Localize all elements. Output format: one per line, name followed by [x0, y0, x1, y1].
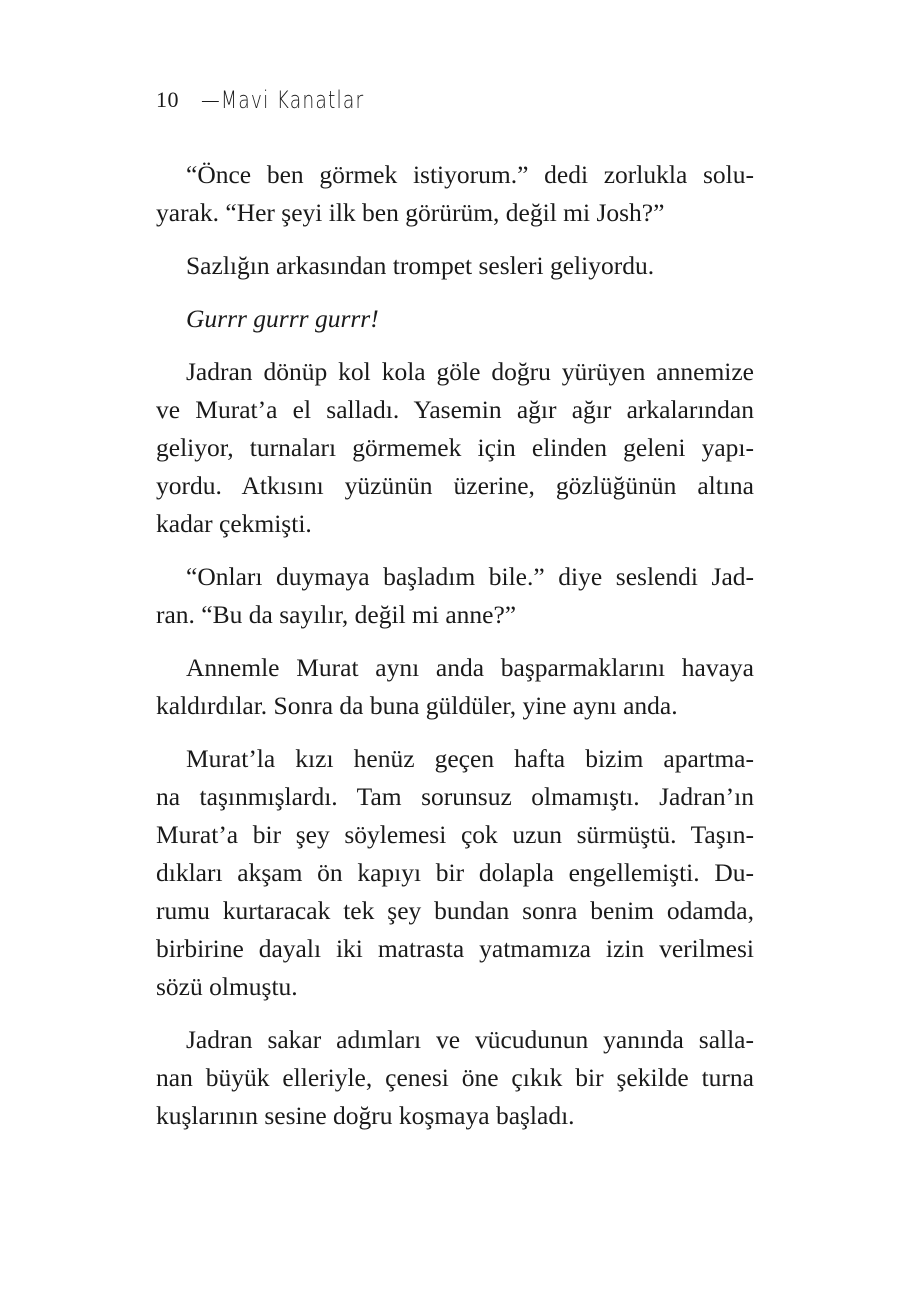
text-line: birbirine dayalı iki matrasta yatmamıza izin verilmesi [156, 934, 754, 963]
text-line: ve Murat’a el salladı. Yasemin ağır ağır arkalarından [156, 395, 754, 424]
text-line: ran. “Bu da sayılır, değil mi anne?” [156, 600, 517, 629]
paragraph [156, 1021, 754, 1135]
text-line: na taşınmışlardı. Tam sorunsuz olmamıştı. Jadran’ın [156, 782, 754, 811]
text-line: Sazlığın arkasından trompet sesleri geliyordu. [186, 251, 655, 280]
paragraph [156, 156, 754, 232]
paragraph-gap [156, 543, 754, 558]
text-line: Annemle Murat aynı anda başparmaklarını havaya [186, 653, 754, 682]
text-line: Gurrr gurrr gurrr! [186, 304, 379, 333]
paragraph [156, 353, 754, 543]
text-line: yordu. Atkısını yüzünün üzerine, gözlüğünün altına [156, 471, 754, 500]
paragraph-gap [156, 725, 754, 740]
paragraph [156, 649, 754, 725]
paragraph-gap [156, 338, 754, 353]
body-text [156, 156, 754, 1135]
paragraph [156, 300, 754, 338]
text-line: Murat’a bir şey söylemesi çok uzun sürmüştü. Taşın- [156, 820, 754, 849]
text-line: rumu kurtaracak tek şey bundan sonra benim odamda, [156, 896, 754, 925]
text-line: dıkları akşam ön kapıyı bir dolapla engellemişti. Du- [156, 858, 754, 887]
text-line: Jadran sakar adımları ve vücudunun yanında salla- [186, 1025, 754, 1054]
paragraph [156, 740, 754, 1006]
paragraph [156, 247, 754, 285]
text-line: kadar çekmişti. [156, 509, 312, 538]
paragraph-gap [156, 232, 754, 247]
text-line: “Onları duymaya başladım bile.” diye seslendi Jad- [186, 562, 754, 591]
text-line: sözü olmuştu. [156, 972, 298, 1001]
text-line: “Önce ben görmek istiyorum.” dedi zorlukla solu- [186, 160, 754, 189]
page-header [156, 80, 411, 120]
text-line: nan büyük elleriyle, çenesi öne çıkık bir şekilde turna [156, 1063, 754, 1092]
text-line: yarak. “Her şeyi ilk ben görürüm, değil mi Josh?” [156, 198, 665, 227]
text-line: Murat’la kızı henüz geçen hafta bizim apartma- [186, 744, 754, 773]
text-line: geliyor, turnaları görmemek için elinden geleni yapı- [156, 433, 754, 462]
paragraph-gap [156, 1006, 754, 1021]
page-number: 10 [156, 87, 179, 112]
paragraph [156, 558, 754, 634]
text-line: Jadran dönüp kol kola göle doğru yürüyen annemize [186, 357, 754, 386]
text-line: kuşlarının sesine doğru koşmaya başladı. [156, 1101, 575, 1130]
paragraph-gap [156, 634, 754, 649]
text-line: kaldırdılar. Sonra da buna güldüler, yine aynı anda. [156, 691, 678, 720]
running-title: —Mavi Kanatlar [201, 86, 365, 114]
paragraph-gap [156, 285, 754, 300]
